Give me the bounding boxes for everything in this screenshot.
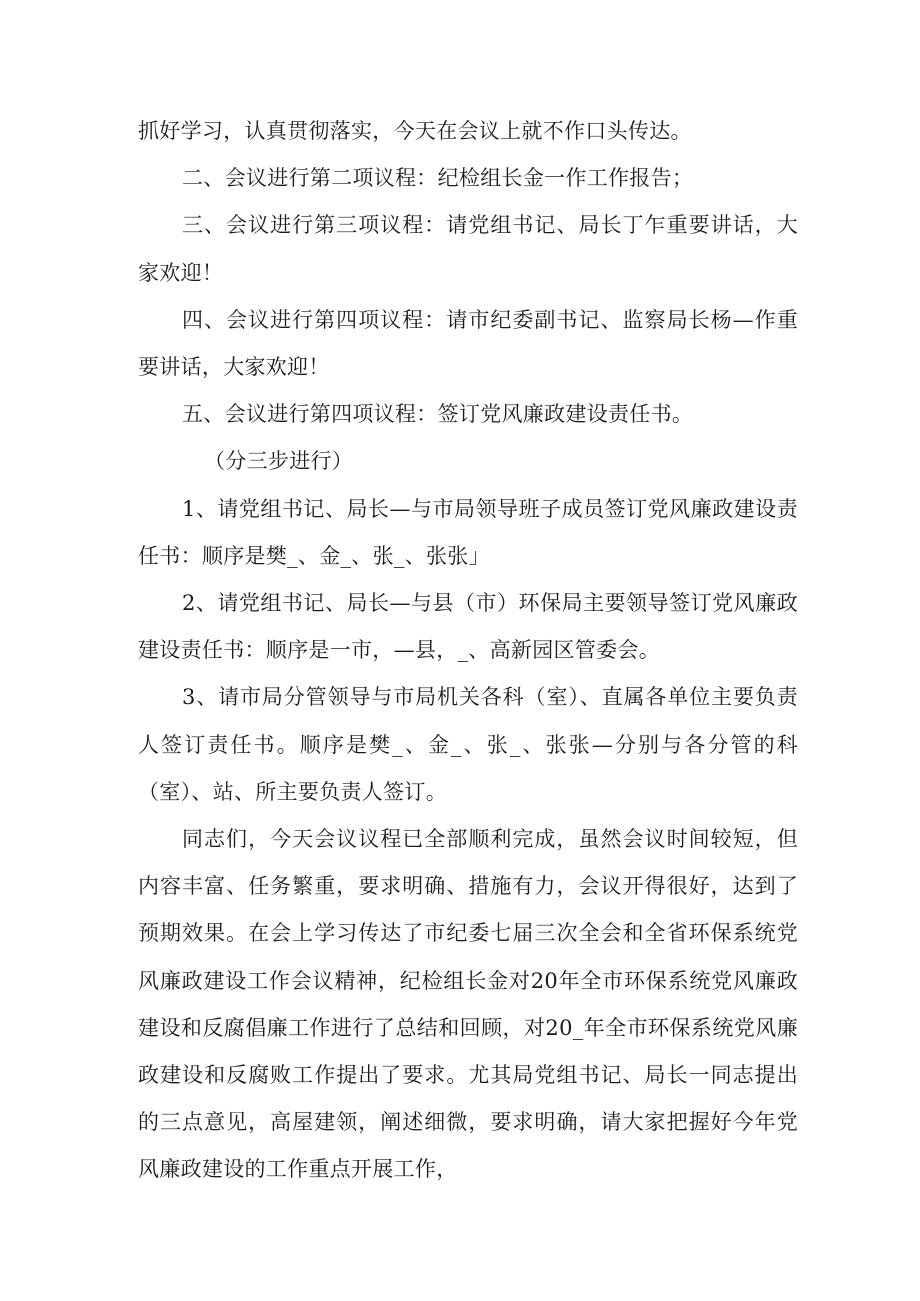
paragraph-summary: 同志们，今天会议议程已全部顺利完成，虽然会议时间较短，但内容丰富、任务繁重，要求明确、措施有力，会议开得很好，达到了预期效果。在会上学习传达了市纪委七届三次全会和全省环保系统党风廉政建设工作会议精神，纪检组长金对20年全市环保系统党风廉政建设和反腐倡廉工作进行了总结和回顾，对20_年全市环保系统党风廉政建设和反腐败工作提出了要求。尤其局党组书记、局长一同志提出的三点意见，高屋建领，阐述细微，要求明确，请大家把握好今年党风廉政建设的工作重点开展工作，	[138, 827, 798, 1182]
paragraph-step-2: 2、请党组书记、局长—与县（市）环保局主要领导签订党风廉政建设责任书：顺序是一市，—县，_、高新园区管委会。	[138, 591, 798, 663]
paragraph-agenda-item-2: 二、会议进行第二项议程：纪检组长金一作工作报告；	[182, 166, 694, 191]
paragraph-step-3: 3、请市局分管领导与市局机关各科（室）、直属各单位主要负责人签订责任书。顺序是樊_、金_、张_、张张—分别与各分管的科（室）、站、所主要负责人签订。	[138, 685, 798, 804]
paragraph-agenda-item-4: 四、会议进行第四项议程：请市纪委副书记、监察局长杨—作重要讲话，大家欢迎！	[138, 307, 798, 380]
paragraph-agenda-item-5: 五、会议进行第四项议程：签订党风廉政建设责任书。	[182, 402, 694, 427]
document-body	[138, 108, 798, 1194]
paragraph-agenda-item-3: 三、会议进行第三项议程：请党组书记、局长丁乍重要讲话，大家欢迎！	[138, 213, 798, 285]
paragraph-study-note: 抓好学习，认真贯彻落实，今天在会议上就不作口头传达。	[138, 119, 692, 143]
paragraph-step-1: 1、请党组书记、局长—与市局领导班子成员签订党风廉政建设责任书：顺序是樊_、金_、张_、张张」	[138, 496, 798, 568]
paragraph-three-steps: （分三步进行）	[204, 449, 354, 474]
